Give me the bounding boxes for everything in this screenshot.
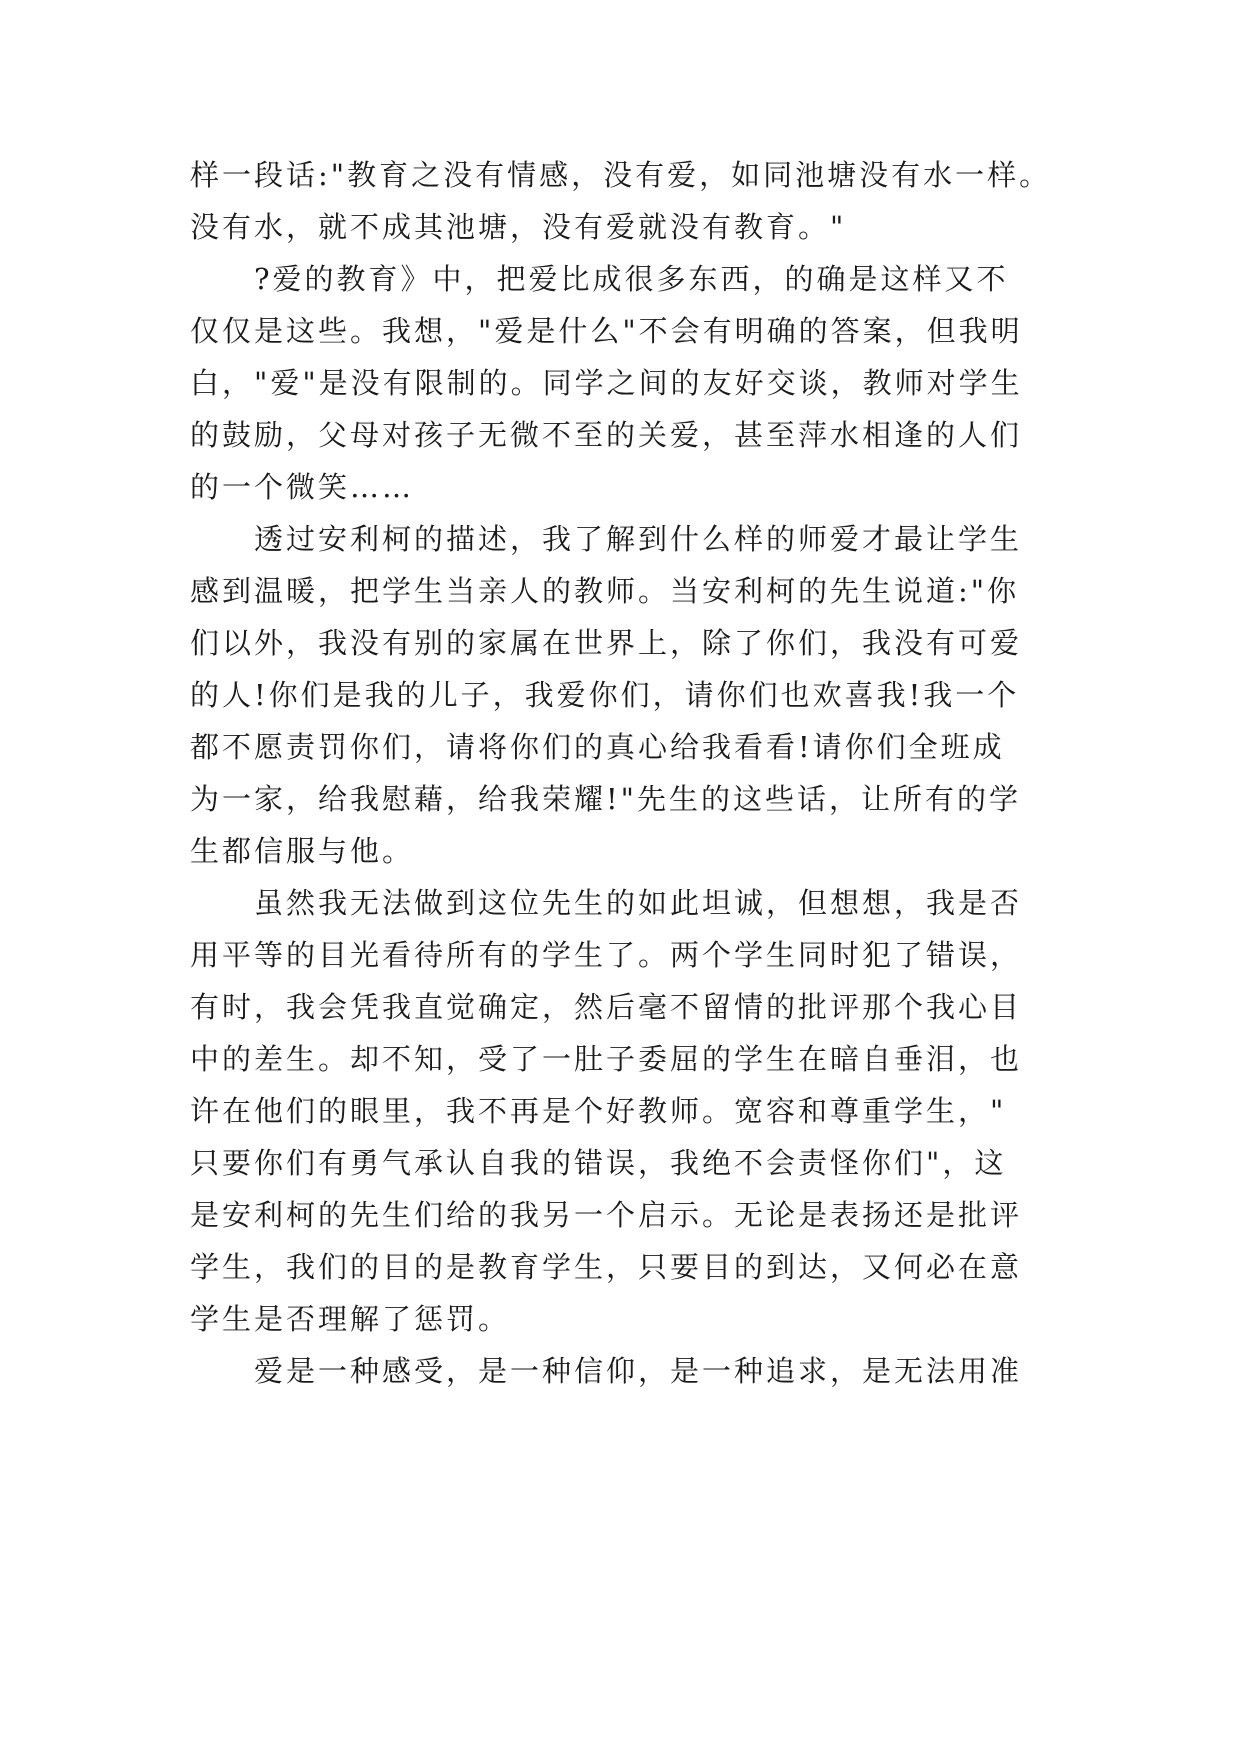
text-line: 中的差生。却不知，受了一肚子委屈的学生在暗自垂泪，也	[190, 1042, 1023, 1076]
text-line: 是安利柯的先生们给的我另一个启示。无论是表扬还是批评	[190, 1198, 1023, 1232]
text-line: 仅仅是这些。我想，"爱是什么"不会有明确的答案，但我明	[190, 314, 1023, 348]
text-line: 们以外，我没有别的家属在世界上，除了你们，我没有可爱	[190, 626, 1023, 660]
text-line: 生都信服与他。	[190, 834, 415, 868]
text-line: 感到温暖，把学生当亲人的教师。当安利柯的先生说道:"你	[190, 574, 1020, 608]
text-line: 爱是一种感受，是一种信仰，是一种追求，是无法用准	[254, 1354, 1023, 1388]
text-line: 学生，我们的目的是教育学生，只要目的到达，又何必在意	[190, 1250, 1023, 1284]
text-line: ?爱的教育》中，把爱比成很多东西，的确是这样又不	[254, 262, 1009, 296]
text-line: 的鼓励，父母对孩子无微不至的关爱，甚至萍水相逢的人们	[190, 418, 1023, 452]
text-line: 虽然我无法做到这位先生的如此坦诚，但想想，我是否	[254, 886, 1023, 920]
text-line: 许在他们的眼里，我不再是个好教师。宽容和尊重学生，"	[190, 1094, 1007, 1128]
text-line: 样一段话:"教育之没有情感，没有爱，如同池塘没有水一样。	[190, 158, 1052, 192]
text-line: 只要你们有勇气承认自我的错误，我绝不会责怪你们"，这	[190, 1146, 1007, 1180]
text-line: 白，"爱"是没有限制的。同学之间的友好交谈，教师对学生	[190, 366, 1023, 400]
text-line: 的人!你们是我的儿子，我爱你们，请你们也欢喜我!我一个	[190, 678, 1020, 712]
text-line: 没有水，就不成其池塘，没有爱就没有教育。"	[190, 210, 847, 244]
text-line: 透过安利柯的描述，我了解到什么样的师爱才最让学生	[254, 522, 1023, 556]
text-line: 为一家，给我慰藉，给我荣耀!"先生的这些话，让所有的学	[190, 782, 1021, 816]
text-line: 用平等的目光看待所有的学生了。两个学生同时犯了错误，	[190, 938, 1023, 972]
text-line: 的一个微笑……	[190, 470, 415, 504]
text-line: 学生是否理解了惩罚。	[190, 1302, 511, 1336]
text-line: 都不愿责罚你们，请将你们的真心给我看看!请你们全班成	[190, 730, 1005, 764]
text-line: 有时，我会凭我直觉确定，然后毫不留情的批评那个我心目	[190, 990, 1023, 1024]
